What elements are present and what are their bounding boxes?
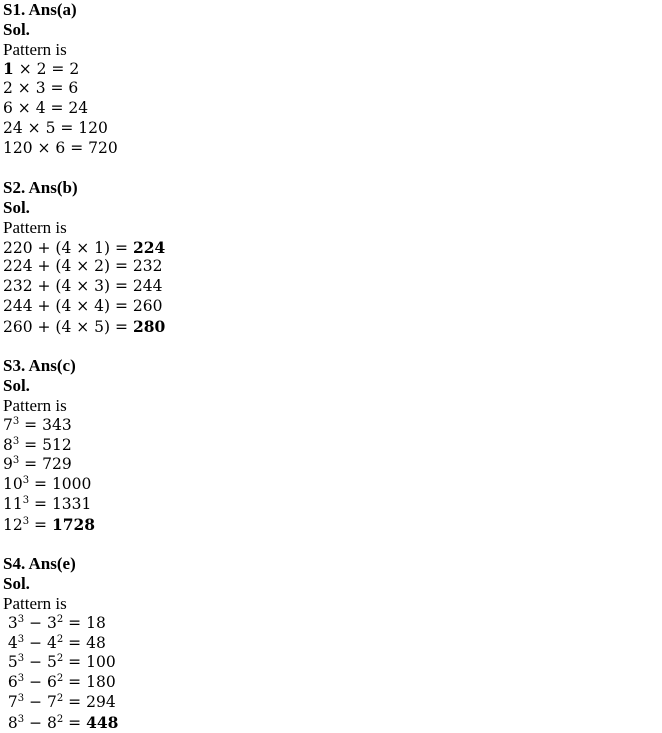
equation-text: − 6 — [24, 673, 57, 692]
equation-text: = — [29, 515, 52, 534]
exponent: 3 — [12, 415, 20, 427]
solution-block — [3, 554, 653, 732]
equation-text: 232 + (4 × 3) = 244 — [3, 277, 163, 296]
exponent: 2 — [56, 692, 64, 704]
equation-line — [3, 634, 653, 654]
answer-value: 1728 — [51, 514, 96, 534]
equation-text: 244 + (4 × 4) = 260 — [3, 296, 163, 315]
exponent: 3 — [17, 653, 25, 665]
section-spacer — [3, 337, 653, 357]
exponent: 3 — [17, 673, 25, 685]
equation-text: 120 × 6 = 720 — [3, 138, 118, 157]
equation-text: 6 — [3, 673, 18, 692]
equation-line — [3, 673, 653, 693]
equation-line — [3, 653, 653, 673]
equation-text: − 4 — [24, 633, 57, 652]
pattern-intro: Pattern is — [3, 395, 67, 415]
equation-text: − 5 — [24, 653, 57, 672]
equation-text: = 729 — [19, 455, 72, 474]
section-spacer — [3, 158, 653, 178]
equation-text: 4 — [3, 633, 18, 652]
equation-line — [3, 257, 653, 277]
equation-text: 5 — [3, 653, 18, 672]
equation-line — [3, 99, 653, 119]
equation-line — [3, 317, 653, 337]
exponent: 3 — [12, 435, 20, 447]
exponent: 2 — [56, 653, 64, 665]
solution-label: Sol. — [3, 574, 30, 594]
exponent: 2 — [56, 713, 64, 725]
exponent: 3 — [22, 475, 30, 487]
exponent: 3 — [17, 713, 25, 725]
solution-block — [3, 178, 653, 336]
equation-line — [3, 436, 653, 456]
equation-line — [3, 277, 653, 297]
answer-value: 280 — [132, 316, 166, 336]
equation-text: 12 — [3, 515, 23, 534]
equation-text: 24 × 5 = 120 — [3, 118, 108, 137]
answer-heading: S1. Ans(a) — [3, 0, 77, 19]
pattern-intro: Pattern is — [3, 39, 67, 59]
equation-text: = 294 — [63, 692, 116, 711]
answer-heading: S3. Ans(c) — [3, 356, 76, 376]
solution-block — [3, 0, 653, 158]
equation-text: − 3 — [24, 613, 57, 632]
exponent: 3 — [12, 455, 20, 467]
equation-text: 8 — [3, 713, 18, 732]
equation-text: = — [63, 713, 87, 732]
equation-text: 3 — [3, 613, 18, 632]
answer-value: 1 — [3, 59, 14, 79]
answer-heading: S4. Ans(e) — [3, 554, 76, 574]
equation-line — [3, 693, 653, 713]
equation-line — [3, 238, 653, 258]
equation-text: 7 — [3, 415, 13, 434]
pattern-intro: Pattern is — [3, 593, 67, 613]
equation-text: 8 — [3, 435, 13, 454]
equation-text: − 8 — [24, 713, 57, 732]
solution-label: Sol. — [3, 19, 30, 39]
equation-text: = 343 — [19, 415, 72, 434]
equation-text: 11 — [3, 494, 23, 513]
equation-line — [3, 59, 653, 79]
answer-heading: S2. Ans(b) — [3, 178, 78, 198]
exponent: 3 — [22, 494, 30, 506]
equation-text: = 512 — [19, 435, 72, 454]
exponent: 3 — [17, 633, 25, 645]
equation-text: = 48 — [63, 633, 106, 652]
equation-text: × 2 = 2 — [13, 60, 80, 79]
equation-text: = 100 — [63, 653, 116, 672]
equation-line — [3, 416, 653, 436]
equation-line — [3, 119, 653, 139]
equation-text: − 7 — [24, 692, 57, 711]
equation-line — [3, 297, 653, 317]
equation-text: 9 — [3, 455, 13, 474]
equation-line — [3, 475, 653, 495]
equation-text: = 1331 — [29, 494, 92, 513]
equation-text: 224 + (4 × 2) = 232 — [3, 257, 163, 276]
exponent: 3 — [22, 515, 30, 527]
solution-label: Sol. — [3, 197, 30, 217]
answer-value: 224 — [132, 237, 166, 257]
solution-block — [3, 356, 653, 534]
solutions-document — [3, 0, 653, 732]
equation-line — [3, 455, 653, 475]
answer-value: 448 — [86, 712, 119, 732]
exponent: 3 — [17, 613, 25, 625]
solution-label: Sol. — [3, 376, 30, 396]
equation-text: 220 + (4 × 1) = — [3, 238, 133, 257]
exponent: 3 — [17, 692, 25, 704]
exponent: 2 — [56, 613, 64, 625]
equation-text: = 1000 — [29, 475, 92, 494]
exponent: 2 — [56, 633, 64, 645]
equation-text: 260 + (4 × 5) = — [3, 317, 133, 336]
equation-text: 6 × 4 = 24 — [3, 98, 89, 117]
equation-text: 7 — [3, 692, 18, 711]
equation-text: = 180 — [63, 673, 116, 692]
exponent: 2 — [56, 673, 64, 685]
equation-line — [3, 614, 653, 634]
pattern-intro: Pattern is — [3, 217, 67, 237]
equation-text: = 18 — [63, 613, 106, 632]
section-spacer — [3, 535, 653, 555]
equation-text: 10 — [3, 475, 23, 494]
equation-line — [3, 139, 653, 159]
equation-line — [3, 79, 653, 99]
equation-text: 2 × 3 = 6 — [3, 79, 79, 98]
equation-line — [3, 495, 653, 515]
equation-line — [3, 515, 653, 535]
